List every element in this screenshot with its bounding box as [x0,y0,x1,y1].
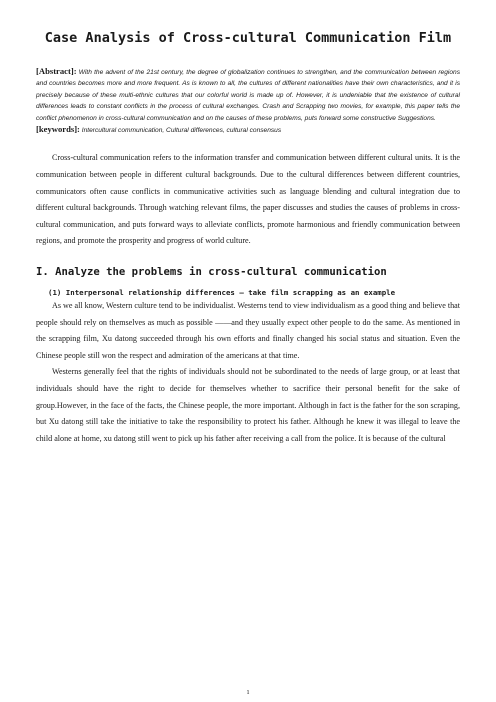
abstract [36,66,460,124]
body-paragraph-1: As we all know, Western culture tend to be individualist. Westerns tend to view individualism as a good thing and believe that people should rely on themselves as much as possible ——and they usually expect other people to do the same. As mentioned in the scrapping film, Xu datong succeeded through his own efforts and finally changed his social status and situation. Even the Chinese people still won the respect and admiration of the americans at that time. [36,301,460,360]
keywords-text: Intercultural communication, Cultural differences, cultural consensus [81,127,282,135]
subsection-heading: (1) Interpersonal relationship differences — take film scrapping as an example [48,288,396,297]
intro-paragraph: Cross-cultural communication refers to the information transfer and communication between different cultural units. It is the communication between people in different cultural backgrounds. Due to the cultural differences between different countries, communicators often cause conflicts in communicative activities such as language blending and cultural integration due to different cultural backgrounds. Through watching relevant films, the paper discusses and studies the causes of problems in cross-cultural communication, and puts forward ways to alleviate conflicts, promote harmonious and friendly communication between regions, and promote the prosperity and progress of world culture. [36,153,460,246]
abstract-label: [Abstract]: [36,66,77,76]
section-heading: I. Analyze the problems in cross-cultural communication [36,266,387,278]
page-number: 1 [246,690,250,696]
keywords-label: [keywords]: [36,124,80,135]
abstract-text: With the advent of the 21st century, the degree of globalization continues to strengthen, and the communication between regions and countries becomes more and more frequent. As is known to all, the cultures of different nationalities have their own characteristics, and it is precisely because of these multi-ethnic cultures that our colorful world is made up of. However, it is undeniable that the existence of cultural differences leads to constant conflicts in the process of cultural exchanges. Crash and Scrapping two movies, for example, this paper tells the conflict phenomenon in cross-cultural communication and on the causes of these problems, puts forward some constructive Suggestions. [36,69,460,122]
keywords [36,124,460,136]
body-paragraph-2: Westerns generally feel that the rights of individuals should not be subordinated to the needs of large group, or at least that individuals should have the right to decide for themselves whether to sacrifice their personal benefit for the sake of group.However, in the face of the facts, the Chinese people, the more important. Although in fact is the father for the son scraping, but Xu datong still take the initiative to take the responsibility to protect his father. Although he knew it was illegal to leave the child alone at home, xu datong still went to pick up his father after receiving a call from the police. It is because of the cultural [36,367,460,443]
paper-title: Case Analysis of Cross-cultural Communication Film [44,30,452,46]
